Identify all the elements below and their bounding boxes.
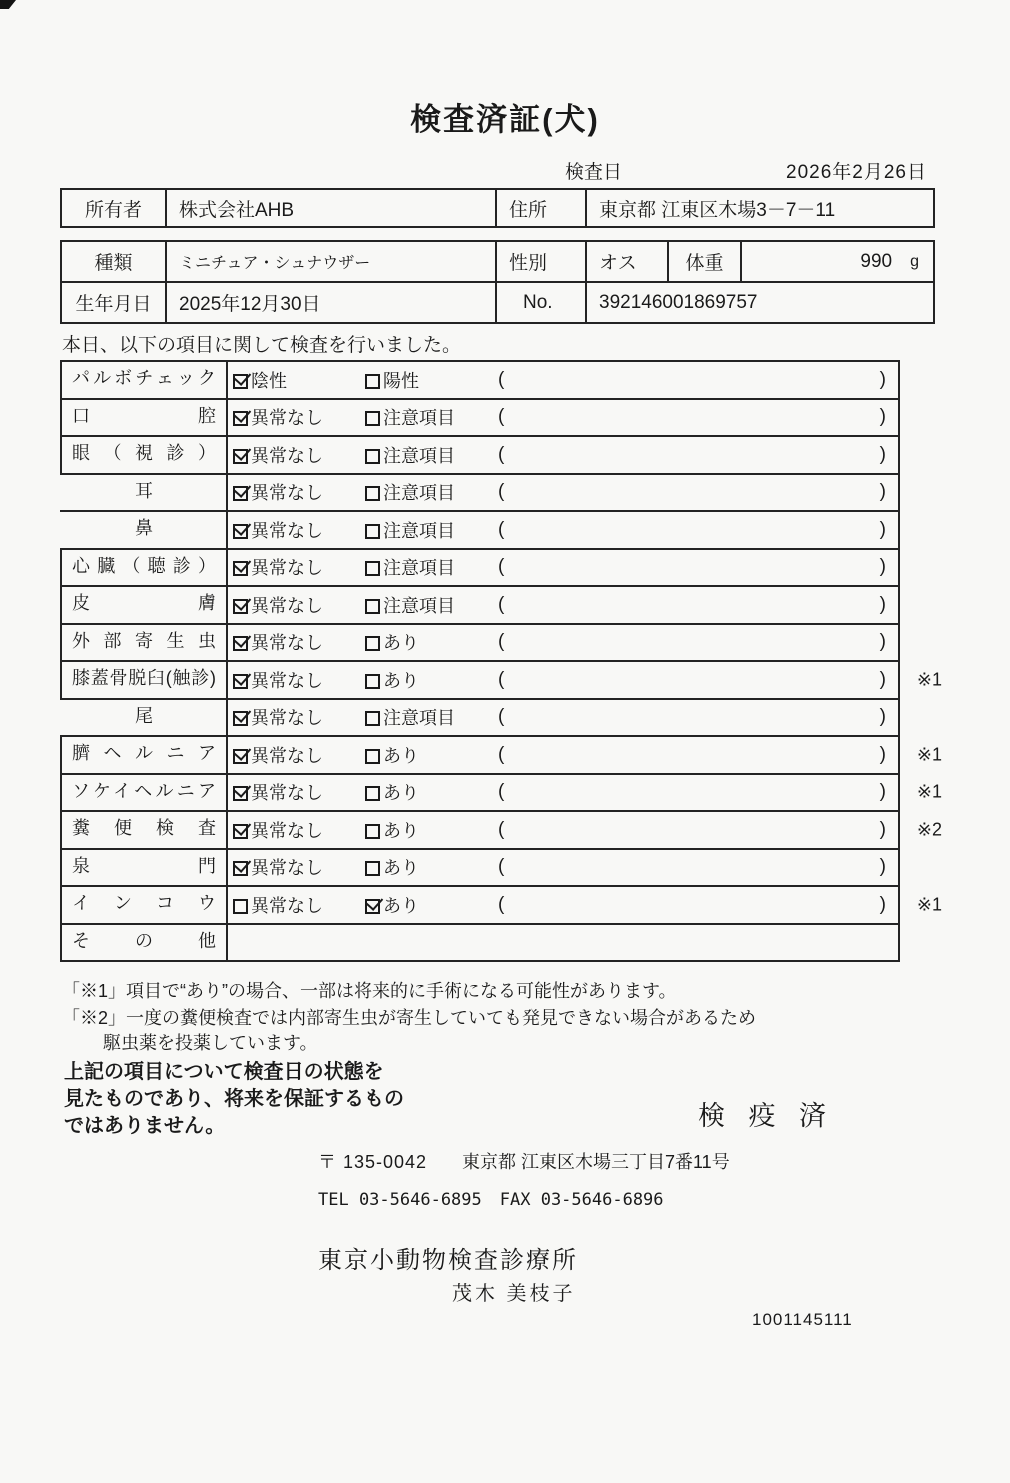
breed-label: 種類 bbox=[62, 242, 167, 281]
owner-value: 株式会社AHB bbox=[167, 190, 497, 226]
checkbox-unchecked-icon bbox=[365, 561, 380, 576]
option-label: 異常なし bbox=[251, 745, 323, 766]
serial-number: 1001145111 bbox=[752, 1310, 853, 1329]
remark-paren-open: ( bbox=[498, 893, 505, 915]
option-label: あり bbox=[383, 820, 419, 841]
intro-text: 本日、以下の項目に関して検査を行いました。 bbox=[62, 335, 462, 356]
tel-number: TEL 03-5646-6895 bbox=[318, 1190, 482, 1210]
inspection-option bbox=[233, 779, 323, 805]
inspection-row-content bbox=[228, 887, 900, 923]
option-label: あり bbox=[383, 670, 419, 691]
option-label: 注意項目 bbox=[383, 520, 455, 541]
remark-paren-close: ) bbox=[879, 818, 886, 840]
checkbox-unchecked-icon bbox=[233, 899, 248, 914]
remark-paren-close: ) bbox=[879, 443, 886, 465]
inspection-row-content bbox=[228, 850, 900, 886]
remark-paren-open: ( bbox=[498, 781, 505, 803]
remark-paren-open: ( bbox=[498, 593, 505, 615]
option-label: 注意項目 bbox=[383, 483, 455, 504]
weight-value: 990 bbox=[860, 250, 893, 272]
remark-paren-open: ( bbox=[498, 818, 505, 840]
checkbox-unchecked-icon bbox=[365, 636, 380, 651]
inspection-item-label: 耳 bbox=[60, 475, 228, 511]
inspection-row-content bbox=[228, 512, 900, 548]
remark-paren-close: ) bbox=[879, 593, 886, 615]
checkbox-unchecked-icon bbox=[365, 861, 380, 876]
inspection-row-content bbox=[228, 925, 900, 961]
inspection-item-label: パルボチェック bbox=[60, 362, 228, 398]
remark-paren-close: ) bbox=[879, 856, 886, 878]
inspection-option bbox=[233, 704, 323, 730]
weight-label: 体重 bbox=[669, 242, 742, 281]
checkbox-checked-icon bbox=[233, 486, 248, 501]
remark-paren-close: ) bbox=[879, 706, 886, 728]
inspection-item-label: 皮膚 bbox=[60, 587, 228, 623]
inspection-item-label: ソケイヘルニア bbox=[60, 775, 228, 811]
veterinarian-name: 茂木 美枝子 bbox=[452, 1283, 576, 1305]
inspection-row bbox=[60, 550, 900, 588]
inspection-row-content bbox=[228, 362, 900, 398]
inspection-option bbox=[233, 742, 323, 768]
checkbox-unchecked-icon bbox=[365, 749, 380, 764]
remark-paren-close: ) bbox=[879, 406, 886, 428]
quarantine-stamp: 検 疫 済 bbox=[698, 1101, 835, 1131]
checkbox-checked-icon bbox=[233, 861, 248, 876]
animal-row-1 bbox=[62, 242, 933, 281]
checkbox-unchecked-icon bbox=[365, 824, 380, 839]
remark-paren-close: ) bbox=[879, 893, 886, 915]
inspection-row bbox=[60, 400, 900, 438]
option-label: 注意項目 bbox=[383, 708, 455, 729]
inspection-item-label: インコウ bbox=[60, 887, 228, 923]
inspection-item-label: 尾 bbox=[60, 700, 228, 736]
note-reference-mark: ※2 bbox=[916, 819, 942, 840]
inspection-item-label: 鼻 bbox=[60, 512, 228, 548]
checkbox-unchecked-icon bbox=[365, 674, 380, 689]
inspection-row bbox=[60, 362, 900, 400]
checkbox-checked-icon bbox=[233, 449, 248, 464]
checkbox-unchecked-icon bbox=[365, 449, 380, 464]
inspection-option bbox=[365, 629, 419, 655]
option-label: 注意項目 bbox=[383, 595, 455, 616]
inspection-row-content bbox=[228, 550, 900, 586]
footnote-1: 「※1」項目で“あり”の場合、一部は将来的に手術になる可能性があります。 bbox=[62, 981, 677, 1001]
sex-value: オス bbox=[587, 242, 669, 281]
sex-label: 性別 bbox=[497, 242, 587, 281]
inspection-option bbox=[365, 892, 419, 918]
disclaimer-line-1: 上記の項目について検査日の状態を bbox=[64, 1061, 384, 1083]
checkbox-checked-icon bbox=[233, 749, 248, 764]
inspection-row bbox=[60, 775, 942, 813]
option-label: 注意項目 bbox=[383, 558, 455, 579]
option-label: 異常なし bbox=[251, 858, 323, 879]
no-value: 392146001869757 bbox=[599, 291, 758, 313]
birth-value: 2025年12月30日 bbox=[167, 283, 497, 322]
remark-paren-close: ) bbox=[879, 518, 886, 540]
option-label: あり bbox=[383, 633, 419, 654]
remark-paren-open: ( bbox=[498, 368, 505, 390]
option-label: 注意項目 bbox=[383, 408, 455, 429]
inspection-row bbox=[60, 512, 900, 550]
disclaimer-text bbox=[64, 1059, 404, 1140]
remark-paren-close: ) bbox=[879, 668, 886, 690]
animal-row-2 bbox=[62, 281, 933, 322]
inspection-option bbox=[365, 667, 419, 693]
inspection-row bbox=[60, 587, 900, 625]
inspection-row-content bbox=[228, 587, 900, 623]
inspection-row bbox=[60, 850, 900, 888]
inspection-row-content bbox=[228, 700, 900, 736]
option-label: 注意項目 bbox=[383, 445, 455, 466]
option-label: 異常なし bbox=[251, 558, 323, 579]
inspection-row-content bbox=[228, 625, 900, 661]
remark-paren-close: ) bbox=[879, 631, 886, 653]
fax-number: FAX 03-5646-6896 bbox=[499, 1190, 664, 1210]
postal-code: 〒 135-0042 bbox=[318, 1152, 428, 1172]
inspection-date-value: 2026年2月26日 bbox=[786, 162, 927, 183]
inspection-option bbox=[233, 479, 323, 505]
owner-table bbox=[60, 188, 935, 228]
inspection-row bbox=[60, 625, 900, 663]
inspection-item-label: 口腔 bbox=[60, 400, 228, 436]
owner-label: 所有者 bbox=[62, 190, 167, 226]
checkbox-checked-icon bbox=[233, 374, 248, 389]
inspection-row bbox=[60, 700, 900, 738]
inspection-row bbox=[60, 437, 900, 475]
inspection-item-label: 膝蓋骨脱臼(触診) bbox=[60, 662, 228, 698]
inspection-option bbox=[233, 404, 323, 430]
breed-value: ミニチュア・シュナウザー bbox=[167, 242, 497, 281]
remark-paren-open: ( bbox=[498, 706, 505, 728]
clinic-name: 東京小動物検査診療所 bbox=[318, 1247, 578, 1274]
checkbox-checked-icon bbox=[233, 524, 248, 539]
address-label: 住所 bbox=[497, 190, 587, 226]
inspection-table bbox=[60, 360, 942, 962]
remark-paren-open: ( bbox=[498, 443, 505, 465]
remark-paren-open: ( bbox=[498, 406, 505, 428]
birth-label: 生年月日 bbox=[62, 283, 167, 322]
option-label: 陰性 bbox=[251, 370, 287, 391]
inspection-row-content bbox=[228, 400, 900, 436]
note-reference-mark: ※1 bbox=[916, 894, 942, 915]
note-reference-mark: ※1 bbox=[916, 744, 942, 765]
inspection-option bbox=[233, 592, 323, 618]
inspection-option bbox=[365, 817, 419, 843]
disclaimer-line-2: 見たものであり、将来を保証するもの bbox=[64, 1088, 404, 1110]
checkbox-unchecked-icon bbox=[365, 486, 380, 501]
inspection-date-label: 検査日 bbox=[565, 162, 623, 183]
option-label: 異常なし bbox=[251, 408, 323, 429]
remark-paren-close: ) bbox=[879, 743, 886, 765]
option-label: あり bbox=[383, 745, 419, 766]
disclaimer-line-3: ではありません。 bbox=[64, 1115, 226, 1137]
option-label: 異常なし bbox=[251, 483, 323, 504]
inspection-row bbox=[60, 812, 942, 850]
checkbox-checked-icon bbox=[233, 561, 248, 576]
inspection-option bbox=[233, 854, 323, 880]
remark-paren-open: ( bbox=[498, 556, 505, 578]
remark-paren-close: ) bbox=[879, 781, 886, 803]
remark-paren-open: ( bbox=[498, 743, 505, 765]
remark-paren-open: ( bbox=[498, 668, 505, 690]
inspection-option bbox=[233, 517, 323, 543]
inspection-option bbox=[365, 367, 419, 393]
inspection-option bbox=[365, 592, 455, 618]
inspection-row-content bbox=[228, 812, 900, 848]
option-label: あり bbox=[383, 895, 419, 916]
tel-fax-line bbox=[318, 1190, 664, 1210]
checkbox-unchecked-icon bbox=[365, 374, 380, 389]
checkbox-checked-icon bbox=[233, 674, 248, 689]
checkbox-checked-icon bbox=[233, 824, 248, 839]
remark-paren-close: ) bbox=[879, 556, 886, 578]
checkbox-checked-icon bbox=[233, 786, 248, 801]
checkbox-checked-icon bbox=[365, 899, 380, 914]
inspection-option bbox=[233, 554, 323, 580]
no-label: No. bbox=[497, 283, 587, 322]
option-label: 異常なし bbox=[251, 708, 323, 729]
option-label: あり bbox=[383, 858, 419, 879]
checkbox-checked-icon bbox=[233, 599, 248, 614]
option-label: 異常なし bbox=[251, 445, 323, 466]
footnote-2: 「※2」一度の糞便検査では内部寄生虫が寄生していても発見できない場合があるため bbox=[62, 1008, 757, 1028]
remark-paren-close: ) bbox=[879, 481, 886, 503]
weight-unit: g bbox=[910, 252, 919, 270]
inspection-item-label: 臍ヘルニア bbox=[60, 737, 228, 773]
remark-paren-open: ( bbox=[498, 481, 505, 503]
option-label: 異常なし bbox=[251, 820, 323, 841]
inspection-option bbox=[365, 517, 455, 543]
inspection-item-label: 糞便検査 bbox=[60, 812, 228, 848]
inspection-option bbox=[365, 854, 419, 880]
checkbox-unchecked-icon bbox=[365, 711, 380, 726]
inspection-option bbox=[233, 892, 323, 918]
option-label: あり bbox=[383, 783, 419, 804]
inspection-row bbox=[60, 737, 942, 775]
clinic-address: 東京都 江東区木場三丁目7番11号 bbox=[462, 1152, 730, 1172]
remark-paren-open: ( bbox=[498, 518, 505, 540]
option-label: 陽性 bbox=[383, 370, 419, 391]
inspection-option bbox=[365, 742, 419, 768]
checkbox-unchecked-icon bbox=[365, 599, 380, 614]
address-value: 東京都 江東区木場3－7－11 bbox=[599, 199, 836, 221]
inspection-row bbox=[60, 475, 900, 513]
note-reference-mark: ※1 bbox=[916, 669, 942, 690]
option-label: 異常なし bbox=[251, 595, 323, 616]
inspection-option bbox=[233, 817, 323, 843]
inspection-option bbox=[233, 442, 323, 468]
inspection-row-content bbox=[228, 737, 900, 773]
inspection-item-label: 泉門 bbox=[60, 850, 228, 886]
inspection-item-label: 心臓（聴診） bbox=[60, 550, 228, 586]
inspection-option bbox=[365, 554, 455, 580]
weight-cell bbox=[742, 242, 933, 281]
inspection-item-label: その他 bbox=[60, 925, 228, 961]
option-label: 異常なし bbox=[251, 895, 323, 916]
inspection-option bbox=[233, 629, 323, 655]
checkbox-unchecked-icon bbox=[365, 411, 380, 426]
note-reference-mark: ※1 bbox=[916, 781, 942, 802]
footnote-3: 駆虫薬を投薬しています。 bbox=[103, 1033, 318, 1053]
scan-corner-artifact bbox=[0, 0, 16, 9]
inspection-row bbox=[60, 925, 900, 963]
inspection-option bbox=[365, 704, 455, 730]
checkbox-checked-icon bbox=[233, 711, 248, 726]
inspection-item-label: 外部寄生虫 bbox=[60, 625, 228, 661]
checkbox-unchecked-icon bbox=[365, 786, 380, 801]
inspection-row bbox=[60, 887, 942, 925]
inspection-row-content bbox=[228, 775, 900, 811]
inspection-row-content bbox=[228, 662, 900, 698]
inspection-option bbox=[365, 404, 455, 430]
option-label: 異常なし bbox=[251, 670, 323, 691]
inspection-option bbox=[233, 667, 323, 693]
checkbox-unchecked-icon bbox=[365, 524, 380, 539]
inspection-item-label: 眼（視診） bbox=[60, 437, 228, 473]
inspection-option bbox=[365, 479, 455, 505]
animal-table bbox=[60, 240, 935, 324]
inspection-row-content bbox=[228, 475, 900, 511]
inspection-option bbox=[365, 442, 455, 468]
owner-row bbox=[62, 190, 933, 226]
inspection-option bbox=[233, 367, 287, 393]
checkbox-checked-icon bbox=[233, 411, 248, 426]
option-label: 異常なし bbox=[251, 633, 323, 654]
option-label: 異常なし bbox=[251, 520, 323, 541]
page-title: 検査済証(犬) bbox=[410, 102, 600, 137]
remark-paren-open: ( bbox=[498, 631, 505, 653]
inspection-row-content bbox=[228, 437, 900, 473]
inspection-option bbox=[365, 779, 419, 805]
inspection-row bbox=[60, 662, 942, 700]
checkbox-checked-icon bbox=[233, 636, 248, 651]
option-label: 異常なし bbox=[251, 783, 323, 804]
remark-paren-open: ( bbox=[498, 856, 505, 878]
remark-paren-close: ) bbox=[879, 368, 886, 390]
